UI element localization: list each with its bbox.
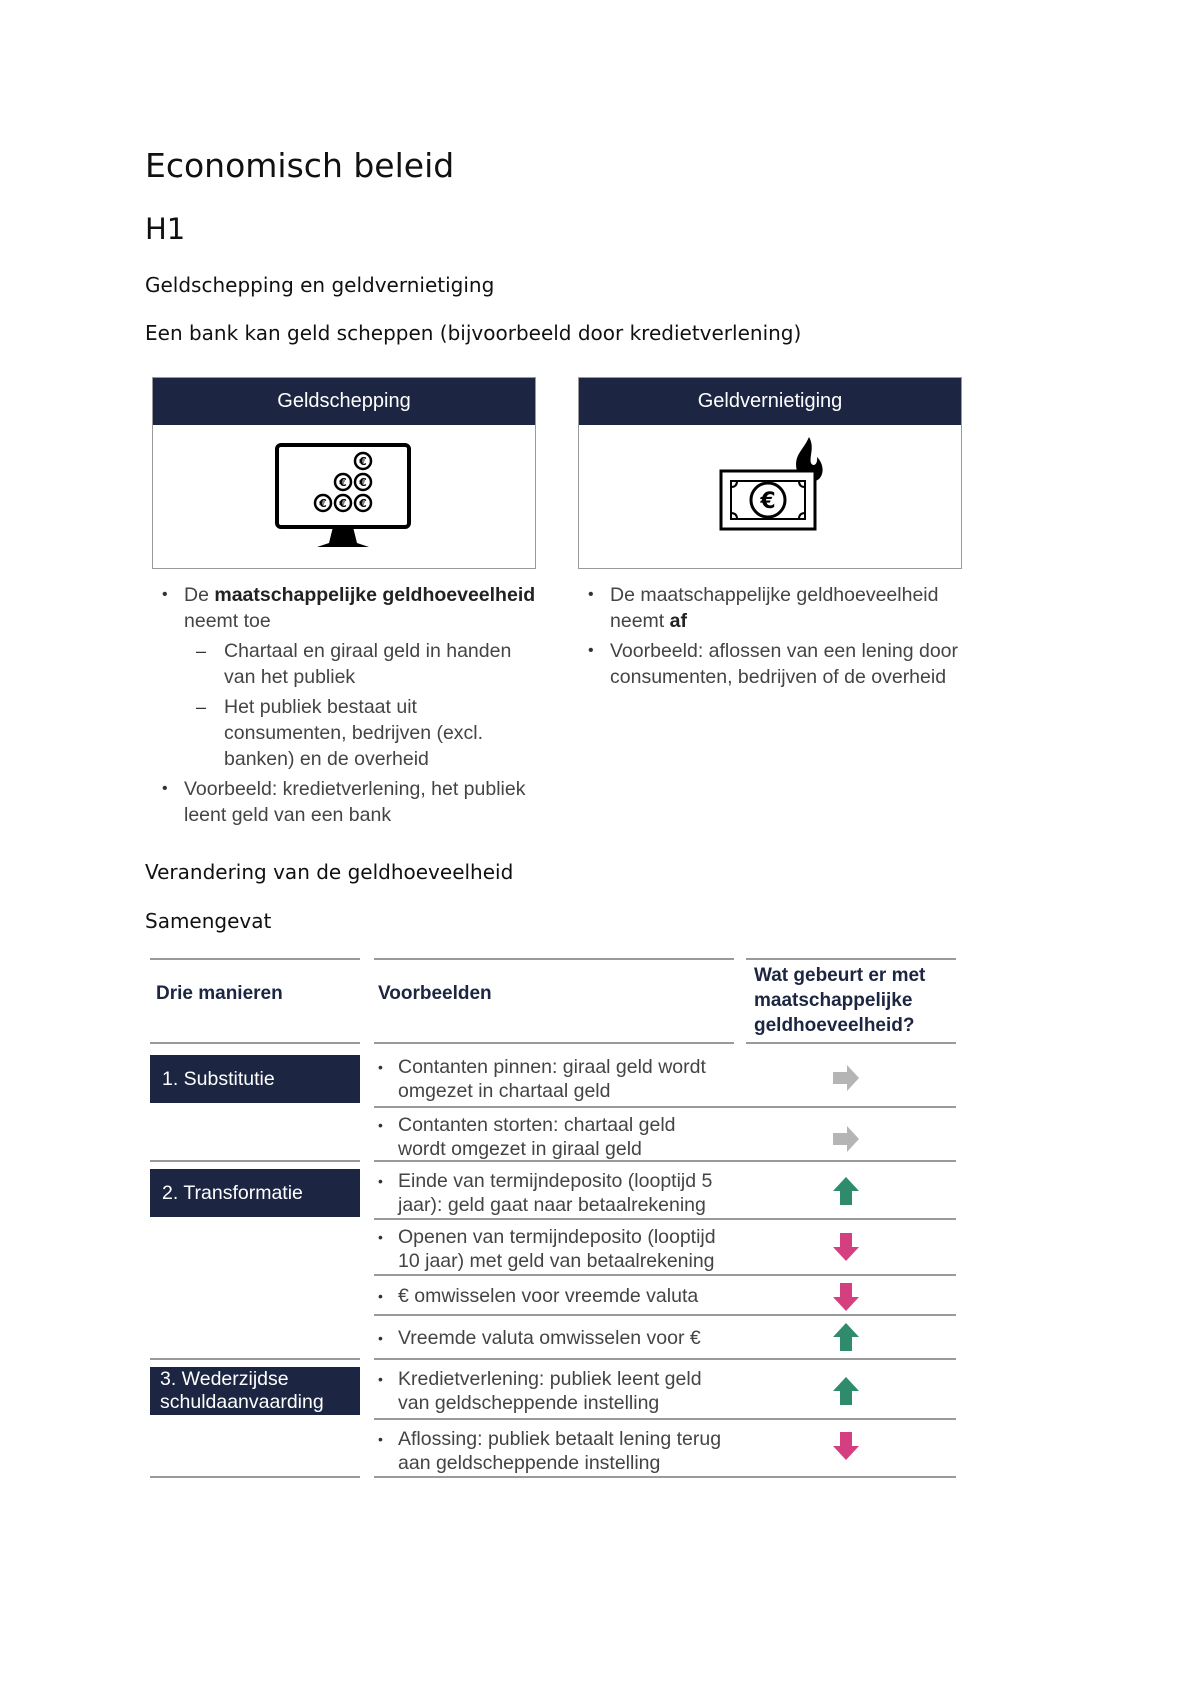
table-row: • Contanten pinnen: giraal geld wordt omgezet in chartaal geld: [378, 1056, 706, 1102]
page-title: Economisch beleid: [145, 146, 455, 185]
monitor-euro-coins-icon: [273, 443, 415, 553]
list-item: • De maatschappelijke geldhoeveelheid neemt toe: [162, 584, 536, 632]
geldvernietiging-card: [578, 377, 962, 569]
list-item: – Het publiek bestaat uit consumenten, bedrijven (excl. banken) en de overheid: [196, 696, 484, 770]
category-substitutie: 1. Substitutie: [150, 1055, 360, 1103]
arrow-down-decrease-icon: [831, 1232, 861, 1262]
arrow-right-neutral-icon: [831, 1063, 861, 1093]
table-row: • Einde van termijndeposito (looptijd 5 jaar): geld gaat naar betaalrekening: [378, 1170, 713, 1216]
header-effect: Wat gebeurt er met maatschappelijke geldhoeveelheid?: [754, 965, 926, 1036]
svg-text:€: €: [359, 455, 367, 468]
table-row: • Vreemde valuta omwisselen voor €: [378, 1327, 701, 1349]
section-heading-verandering: Verandering van de geldhoeveelheid: [145, 860, 514, 884]
table-rule: [150, 958, 360, 960]
table-rule: [374, 1160, 956, 1162]
svg-text:€: €: [359, 497, 367, 510]
svg-text:€: €: [339, 497, 347, 510]
geldschepping-card-header: Geldschepping: [153, 378, 535, 425]
table-rule: [374, 1274, 956, 1276]
table-rule: [374, 958, 734, 960]
table-rule: [374, 1314, 956, 1316]
table-rule: [374, 1042, 734, 1044]
arrow-down-decrease-icon: [831, 1431, 861, 1461]
burning-banknote-icon: [717, 433, 837, 543]
svg-text:€: €: [339, 476, 347, 489]
table-row: • Aflossing: publiek betaalt lening terug aan geldscheppende instelling: [378, 1428, 722, 1474]
arrow-up-increase-icon: [831, 1376, 861, 1406]
table-row: • Kredietverlening: publiek leent geld van geldscheppende instelling: [378, 1368, 702, 1414]
section-heading-geldschepping: Geldschepping en geldvernietiging: [145, 273, 495, 297]
table-row: • € omwisselen voor vreemde valuta: [378, 1285, 699, 1307]
svg-text:€: €: [359, 476, 367, 489]
table-rule: [374, 1358, 956, 1360]
category-wederzijdse-schuldaanvaarding: 3. Wederzijdse schuldaanvaarding: [150, 1367, 360, 1415]
arrow-up-increase-icon: [831, 1322, 861, 1352]
list-item: • Voorbeeld: kredietverlening, het publiek leent geld van een bank: [162, 778, 526, 826]
geldschepping-card: [152, 377, 536, 569]
table-rule: [374, 1218, 956, 1220]
table-rule: [374, 1476, 956, 1478]
list-item: • Voorbeeld: aflossen van een lening door consumenten, bedrijven of de overheid: [588, 640, 959, 688]
category-transformatie: 2. Transformatie: [150, 1169, 360, 1217]
geldschepping-bullets: [156, 582, 536, 828]
table-row: • Contanten storten: chartaal geld wordt omgezet in giraal geld: [378, 1114, 676, 1160]
svg-text:€: €: [319, 497, 327, 510]
arrow-up-increase-icon: [831, 1176, 861, 1206]
table-rule: [746, 1042, 956, 1044]
summary-table: [148, 958, 958, 1478]
table-rule: [150, 1160, 360, 1162]
table-rule: [746, 958, 956, 960]
table-row: • Openen van termijndeposito (looptijd 10 jaar) met geld van betaalrekening: [378, 1226, 716, 1272]
arrow-right-neutral-icon: [831, 1124, 861, 1154]
header-voorbeelden: Voorbeelden: [378, 983, 492, 1004]
table-rule: [150, 1476, 360, 1478]
table-rule: [374, 1106, 956, 1108]
geldvernietiging-card-header: Geldvernietiging: [579, 378, 961, 425]
table-rule: [374, 1418, 956, 1420]
chapter-heading: H1: [145, 212, 186, 246]
list-item: • De maatschappelijke geldhoeveelheid neemt af: [588, 584, 939, 632]
table-rule: [150, 1358, 360, 1360]
header-drie-manieren: Drie manieren: [156, 983, 283, 1004]
section-intro-text: Een bank kan geld scheppen (bijvoorbeeld door kredietverlening): [145, 321, 802, 345]
geldvernietiging-bullets: [582, 582, 962, 690]
svg-text:€: €: [760, 489, 776, 514]
list-item: – Chartaal en giraal geld in handen van het publiek: [196, 640, 512, 688]
section-subheading-samengevat: Samengevat: [145, 909, 272, 933]
arrow-down-decrease-icon: [831, 1282, 861, 1312]
table-rule: [150, 1042, 360, 1044]
